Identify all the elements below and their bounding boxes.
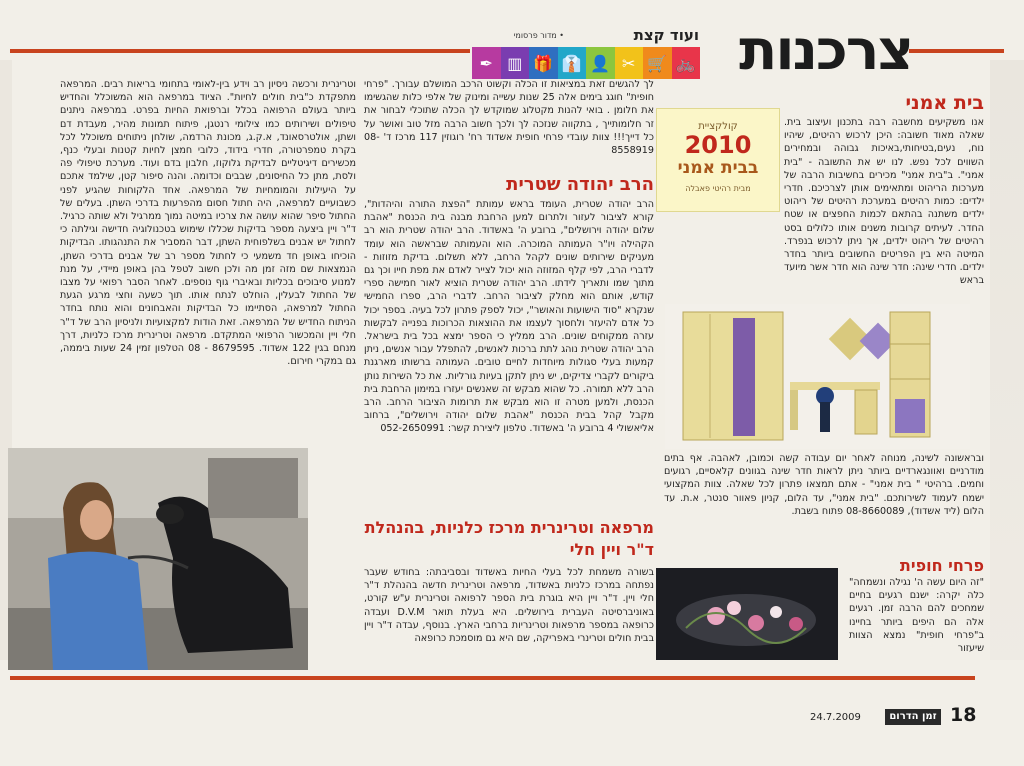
rav-yehuda-text: הרב יהודה שטרית, העומד בראש עמותת "הפצת התורה והיהדות", קורא לציבור לעזור ולתרום למען הרחבת מבנה בית הכנסת "אהבת שלום יהודה וירושלים", ברובע ה' באשדוד. הרב יהודה שטרית הוא רב הקהילה ויו"ר העמותה המוכרה. הוא והעמותה שבראשה הוא עומד מעניקים שירותים שונים לקהל הרחב, ללא תשלום. בדיקת מזוזות - לדברי הרב, לפי קלף המזוזה הוא יכול לצייר לאדם את מפת חייו וכך גם מתוך שמו ותאריך לידתו. הרב יהודה שטרית הוציא לאור חמישה ספרי קודש, אותם הוא מחלק לציבור הרחב. לדברי הרב, ספרו החמישי שנקרא "סוד הישועות והאושר", יכול לספק פתרון לכל בעיה. בספר יכול כל אדם להיעזר ולחסוך לעצמו את ההוצאות הכרוכות בפנייה לבקשות עזרה ממקוחים שונים. הרב ממליץ כי הספר ימצא בכל בית בישראל. הרב יהודה שטרית נוהג לתת ברכות לאנשים, להתפלל עבור אנשים, ניתן קמעות בעלי סגולות מיוחדות לחיים טובים. העמותה ברשותו מארגנת ביקורים לקברי צדיקים, יש ניתן לתקן בעיות גורליות. את כל השירות נותן הרב ללא תמורה. כל שהוא מבקש זה שאנשים יעזרו במימון הרחבת בית הכנסת, ולמען מטרה זו הוא מבקש את תרומות הציבור הרחב. הרב מקבל קהל בבית הכנסת "אהבת שלום יהודה וירושלים", ברחוב אליאשולי 4 ברובע ה' באשדוד. טלפון ליצירת קשר: 052-2650991 [364, 199, 654, 435]
bridal-flowers-photo [656, 568, 838, 660]
logo-line-3: בבית אמני [677, 158, 759, 178]
flowers-illustration [656, 568, 838, 660]
furniture-photo [665, 304, 970, 449]
tie-icon: 👔 [558, 47, 587, 79]
section-title: צרכנות [739, 18, 912, 83]
adjacent-page-edge-right [990, 60, 1024, 660]
vet-headline-line-1: מרפאה וטרינרית מרכז כלניות, בהנהלת [364, 518, 654, 537]
section-subtitle: ועוד קצת [633, 26, 699, 44]
pirchei-chufit-headline: פרחי חופית [899, 556, 984, 575]
pirchei-chufit-text: "זה היום עשה ה' נגילה ונשמחה" כלה יקרה: ישנם רגעים בחיים שמחכים להם הרבה זמן. רגעים אלה הם היפים ביותר בחיינו ב"פרחי חופית" נמצא הצוות שיעזור [849, 577, 984, 655]
header-rule-left [10, 49, 470, 53]
columns-icon: ▥ [501, 47, 530, 79]
vet-with-dog-photo [8, 448, 308, 670]
newspaper-name: זמן הדרום [885, 709, 941, 725]
person-icon: 👤 [586, 47, 615, 79]
logo-line-4: מבית רהיטי פאבלה [685, 184, 751, 193]
vet-article-text: בשורה משמחת לכל בעלי החיות באשדוד ובסביבתה: בחודש שעבר נפתחה במרכז כלניות באשדוד, מרפאה וטרינרית חדשה בהנהלת ד"ר חלי ויין. ד"ר ויין היא בוגרת בית הספר לרפואה וטרינרית ע"ש קורט, באוניברסיטה העברית בירושלים. היא בעלת תואר D.V.M ועבדה כרופאה במספר מרפאות וטרינריות ברחבי הארץ. בנוסף, עבדה ד"ר ויין בבית חולים וטרינרי באפריקה, שם היא גם מוסמכת כרופאה [364, 567, 654, 645]
footer-rule [10, 676, 975, 680]
pen-icon: ✒ [472, 47, 501, 79]
logo-line-1: קולקציית [698, 121, 738, 132]
gift-icon: 🎁 [529, 47, 558, 79]
bicycle-icon: 🚲 [672, 47, 701, 79]
vet-illustration [8, 448, 308, 670]
header-rule-right [909, 49, 1004, 53]
page-number: 18 [950, 704, 977, 726]
logo-year: 2010 [684, 131, 752, 159]
vet-headline-line-2: ד"ר ויין חלי [569, 540, 654, 559]
issue-date: 24.7.2009 [810, 712, 861, 723]
vet-article-continued: וטרינרית ורכשה ניסיון רב וידע בין-לאומי בתחומי בריאות רבים. המרפאה מתפקדת כ"בית חולים לחיות". הציוד במרפאה הוא המשוכלל והחדיש ביותר בעולם הרפואה בכלל וברפואת החיות בפרט. במרפאה ניתנים טיפולים ושירותים כמו צילומי רנטגן, פיתוח תמונות מהיר, מעבדת דם ושתן, אולטרסאונד, א.ק.ג, מכונת הרדמה, שולחן ניתוחים משוכלל לכל בקרת טמפרטורה, חדרי בידוד, כלובי חמצן לחיות קטנות ובעלי כנף, מכשירים דיגיטליים לבדיקת גלוקוז, חלבון בדם ועוד. מערכת טיפולי פה ולסת, מתן כל החיסונים, שבבים וכדומה. והנה סיפור קטן, שילמד אתכם על היעילות והמומחיות של המרפאה. אחד הלקוחות שהגיע לפני כשבועיים למרפאה, היה חתול חסום מהפרעות בדרכי השתן. בעלים של החתול סיפר שהוא עושה את צרכיו במיטה נמוך ממרגיל ולא שותה כרגיל. ד"ר ויין ביצעה מספר בדיקות שכללו שימוש בטכנולוגיה חדישה וגילתה כי לחתול יש אבנים בשלפוחית השתן, דבר המסביר את התנהגותו. הבדיקות הוכיחו באופן חד משמעי כי לחתול מספר רב של אבנים בדרכי השתן, הנמצאות שם מזה זמן מה ולכן חשוב לטפל בהן באופן מיידי, על מנת למנוע סיבוכים בכליות ובאיברי גוף נוספים. לאחר הסבר רפואי על מצבו של החתול לבעלין, הוחלט לנתח אותו. תוך כשעה וחצי מרגע הגעת החתול למרפאה, הסתיימו כל הבדיקות והאבחונים והוא נותח בחדר הניתוח החדיש של המרפאה. זאת הודות למקצועיות ולניסיון הרב של ד"ר חלי ויין והמכשור הרפואי המתקדם. מרפאה וטרינרית מרכז כלניות, דרך מנחם בגין 122 אשדוד. 8679595 - 08 הטלפון זמין 24 שעות ביממה, גם במקרי חירום. [60, 79, 356, 368]
bayit-ameni-headline: בית אמני [905, 92, 984, 114]
furniture-illustration [665, 304, 970, 449]
tools-icon: ✂ [615, 47, 644, 79]
pirchei-chufit-continued: לך להגשים זאת במציאות זו הכלה וקשוט הרכב המושלם עבורך. "פרחי חופית" חוגג בימים אלה 25 שנות עשייה ומינוק של אלפי כלות שהגשימו את חלומן . בואי להנות מקטלוג שמוקדש לך הכלה שתוכלי לבחור את זר חלומותייך , בתקווה שנזכה לך ולכך חשוב הרבה מזל טוב ואושר על כל דייך!!! צוות עובדי פרחי חופית אשדוד רח' רוגוזין 117 מרכז ד' 08-8558919 [364, 79, 654, 157]
rav-yehuda-headline: הרב יהודה שטרית [506, 174, 654, 195]
cart-icon: 🛒 [643, 47, 672, 79]
collection-2010-logo [656, 108, 780, 212]
bayit-ameni-text-1: אנו משקיעים מחשבה רבה בתכנון ועיצוב בית. שאלה מאוד חשובה: היכן לרכוש רהיטים, שיהיו נוח, נעים,בטיחותי,באיכות גבוהה ובמחירים השווים לכל נפש. לנו יש את התשובה - "בית אמני". ב"בית אמני" מכירים בחשיבות הרבה של מערכות הריהוט ומתאימים אותן לצרכיכם. חדרי ילדים: כמות רהיטים במערכת רהיטים של ריהוט ילדים משתנה בהתאם לכמות החפצים או שטח החדר. לעיתים קרובות משנים אותו כלולים בסט רהיטים של ריהוט ילדים, אך ניתן לרכוש בנפרד. המיטה היא בין הפריטים החשובים ביותר בחדר ילדים. חדרי שינה: חדר שינה הוא חדר אשר מיועד בראש [784, 117, 984, 287]
category-icon-strip [472, 47, 700, 79]
section-credit: • מדור פרסומי [513, 31, 564, 40]
bayit-ameni-text-2: ובראשונה לשינה, מנוחה לאחר יום עבודה קשה וכמובן, לאהבה. אף בתים מודרניים ואוונגארדיים ביותר ניתן לראות חדר שינה בגוונים קלאסיים, רגועים וחמים. ברהיטי " בית אמני" - אתם תמצאו פתרון לכל שאלה. צוות המקצועי ישמח לעמוד לשירותכם. "בית אמני", עד הלום, קניון פאוור סנטר, א.ת. עד הלום (ליד אשדוד), 08-8660089 פתוח בשבת. [664, 453, 984, 517]
